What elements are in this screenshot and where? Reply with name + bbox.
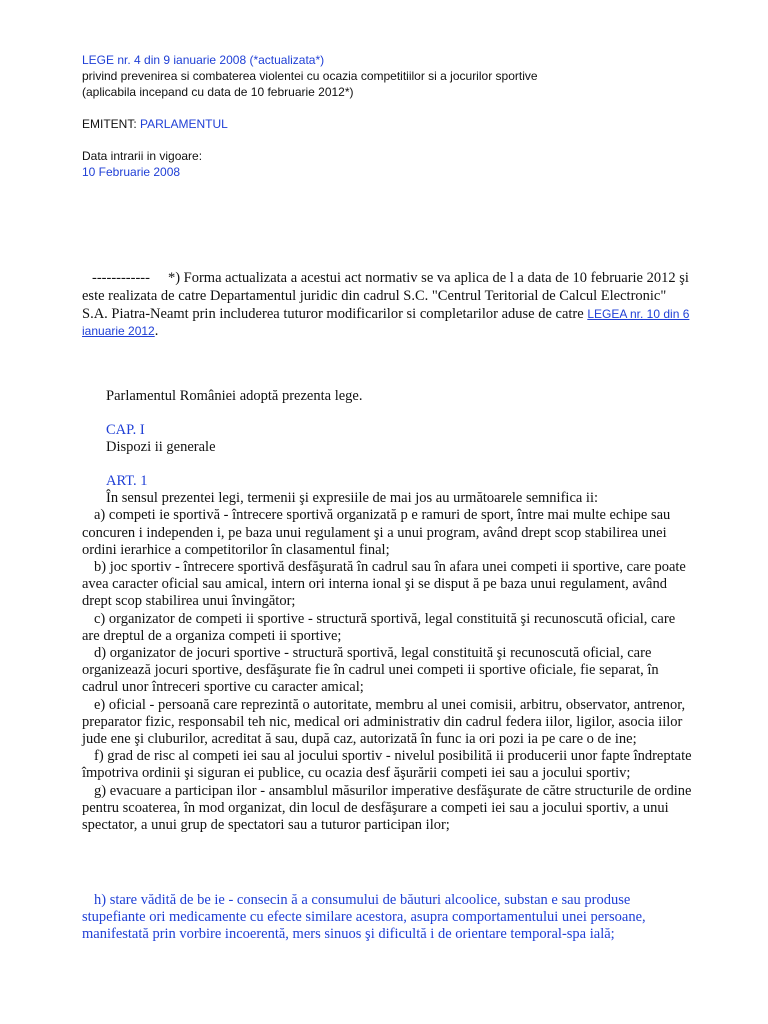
article-label: ART. 1 [106,473,148,489]
definition-item-g: g) evacuare a participan ilor - ansamblul măsurilor imperative desfăşurate de către structurile de ordine pentru scoaterea, în mod organizat, din locul de desfăşurare a competi iei sau a jocului sportiv, a unui spectator, a unui grup de spectatori sau a tuturor participan ilor; [82,782,692,834]
definition-item-c: c) organizator de competi ii sportive - structură sportivă, legal constituită şi recunoscută oficial, care are dreptul de a organiza competi ii sportive; [82,610,676,644]
update-note [82,270,690,341]
article-intro: În sensul prezentei legi, termenii şi expresiile de mai jos au următoarele semnifica ii: [106,490,599,507]
article-1 [82,473,696,834]
definition-item-e: e) oficial - persoană care reprezintă o autoritate, membru al unei comisii, arbitru, observator, antrenor, preparator fizic, responsabil teh nic, medical ori administrativ din cadrul federa iilor, ligilor, asocia iilor jude ene şi cluburilor, acreditat ă sau, după caz, autorizată în func ia ori pozi ia pe care o de ine; [82,696,686,748]
note-text: *) Forma actualizata a acestui act normativ se va aplica de l a data de 10 februarie 2012 şi este realizata de catre Departamentul juridic din cadrul S.C. "Centrul Teritorial de Calcul Electronic" S.A. Piatra-Neamt prin includerea tuturor modificarilor si completarilor aduse de catre [82,270,689,322]
note-dashes: ------------ [92,270,150,286]
issuer-label: EMITENT: [82,117,137,131]
law-title: LEGE nr. 4 din 9 ianuarie 2008 (*actualizata*) [82,53,325,67]
definition-item-a: a) competi ie sportivă - întrecere sportivă organizată p e ramuri de sport, între mai multe echipe sau concuren i independen i, pe baza unui regulament şi a unui program, având drept scop stabilirea unei ordini ierarhice a competitorilor în clasamentul final; [82,507,671,558]
definition-item-h: h) stare vădită de be ie - consecin ă a consumului de băuturi alcoolice, substan e sau produse stupefiante ori medicamente cu efecte similare acestora, asupra comportamentului unei persoane, manifestată prin vorbire incoerentă, mers sinuos şi dificultă i de orientare temporal-spa ială; [82,892,646,943]
chapter [106,422,726,456]
adoption-statement: Parlamentul României adoptă prezenta lege. [106,388,363,404]
amending-law-link[interactable]: LEGEA nr. 10 din 6 ianuarie 2012 [82,306,690,339]
definition-item-f: f) grad de risc al competi iei sau al jocului sportiv - nivelul posibilită ii producerii unor fapte îndreptate împotriva ordinii şi siguran ei publice, cu ocazia desf ăşurării competi iei sau a jocului sportiv; [82,748,692,782]
law-subject: privind prevenirea si combaterea violentei cu ocazia competitiilor si a jocurilor sportive [82,69,538,83]
note-end: . [154,323,159,340]
issuer-line [82,116,702,132]
issuer-value: PARLAMENTUL [140,117,228,131]
effective-date-value: 10 Februarie 2008 [82,165,181,179]
effective-date-label: Data intrarii in vigoare: [82,149,203,163]
definition-item-b: b) joc sportiv - întrecere sportivă desfăşurată în cadrul sau în afara unei competi ii sportive, care poate avea caracter oficial sau amical, intern ori interna ional şi se disput ă pe baza unui regulament, având drept scop stabilirea unui învingător; [82,559,686,610]
definition-item-d: d) organizator de jocuri sportive - structură sportivă, legal constituită şi recunoscută oficial, care organizează jocuri sportive, desfăşurate fie în cadrul unei competi ii sportive oficiale, fie separat, în cadrul unor întreceri sportive cu caracter amical; [82,645,659,696]
document-header [82,52,702,180]
law-applicability: (aplicabila incepand cu data de 10 februarie 2012*) [82,85,354,99]
chapter-title: Dispozi ii generale [106,439,216,456]
chapter-label: CAP. I [106,422,145,438]
